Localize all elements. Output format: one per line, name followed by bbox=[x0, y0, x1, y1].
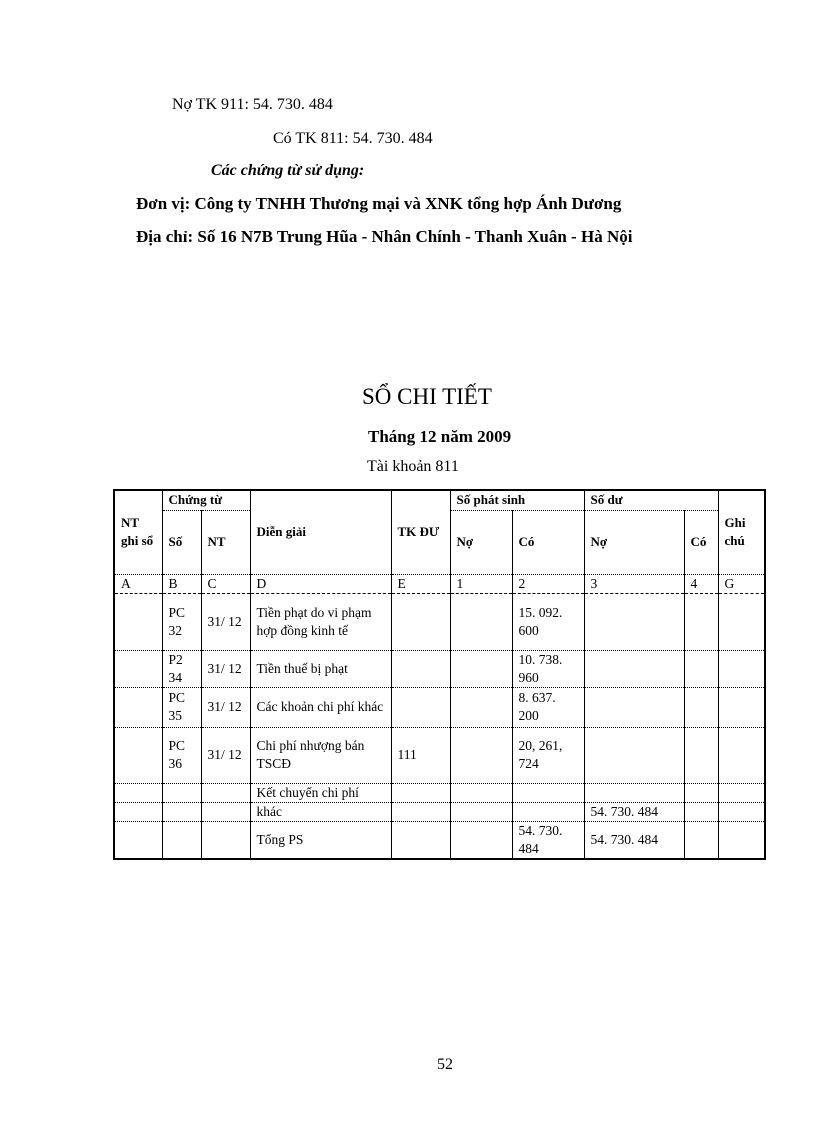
documents-used-heading: Các chứng từ sử dụng: bbox=[211, 162, 365, 179]
cell-nt bbox=[114, 687, 162, 727]
cell-ps-no bbox=[450, 727, 512, 783]
header-du-co: Có bbox=[684, 510, 718, 574]
cell-du-no bbox=[584, 650, 684, 687]
cell-ghi-chu bbox=[718, 821, 765, 859]
cell-tk bbox=[391, 783, 450, 802]
cell-ps-no bbox=[450, 650, 512, 687]
letter-cell: 2 bbox=[512, 574, 584, 593]
cell-nt bbox=[114, 727, 162, 783]
table-row bbox=[114, 593, 765, 650]
table-row-total bbox=[114, 821, 765, 859]
cell-dien-giai: Tiền thuế bị phạt bbox=[250, 650, 391, 687]
cell-du-co bbox=[684, 593, 718, 650]
ledger-table bbox=[113, 489, 766, 860]
cell-du-co bbox=[684, 650, 718, 687]
cell-ps-no bbox=[450, 783, 512, 802]
cell-ps-no bbox=[450, 802, 512, 821]
cell-ps-co: 10. 738. 960 bbox=[512, 650, 584, 687]
cell-so: PC 32 bbox=[162, 593, 201, 650]
cell-so: PC 36 bbox=[162, 727, 201, 783]
cell-ghi-chu bbox=[718, 783, 765, 802]
header-so-du: Số dư bbox=[584, 490, 718, 510]
header-ps-no: Nợ bbox=[450, 510, 512, 574]
letter-cell: 4 bbox=[684, 574, 718, 593]
page-number: 52 bbox=[437, 1056, 453, 1073]
letter-cell: E bbox=[391, 574, 450, 593]
table-row bbox=[114, 727, 765, 783]
cell-ghi-chu bbox=[718, 593, 765, 650]
header-tk-du: TK ĐƯ bbox=[391, 490, 450, 574]
cell-dien-giai: Các khoản chi phí khác bbox=[250, 687, 391, 727]
cell-ghi-chu bbox=[718, 727, 765, 783]
header-du-no: Nợ bbox=[584, 510, 684, 574]
cell-nt bbox=[114, 783, 162, 802]
cell-du-co bbox=[684, 727, 718, 783]
cell-dien-giai: khác bbox=[250, 802, 391, 821]
cell-so bbox=[162, 802, 201, 821]
cell-nt-date: 31/ 12 bbox=[201, 593, 250, 650]
header-so-phat-sinh: Số phát sinh bbox=[450, 490, 584, 510]
cell-nt bbox=[114, 593, 162, 650]
letter-cell: D bbox=[250, 574, 391, 593]
ledger-title: SỔ CHI TIẾT bbox=[362, 384, 492, 409]
cell-du-no bbox=[584, 783, 684, 802]
cell-nt-date: 31/ 12 bbox=[201, 687, 250, 727]
cell-nt-date bbox=[201, 783, 250, 802]
cell-du-no: 54. 730. 484 bbox=[584, 821, 684, 859]
cell-ps-co: 54. 730. 484 bbox=[512, 821, 584, 859]
cell-tk bbox=[391, 821, 450, 859]
cell-dien-giai: Tổng PS bbox=[250, 821, 391, 859]
cell-du-no bbox=[584, 727, 684, 783]
cell-nt bbox=[114, 802, 162, 821]
cell-so bbox=[162, 821, 201, 859]
cell-so: P2 34 bbox=[162, 650, 201, 687]
cell-so bbox=[162, 783, 201, 802]
header-ghi-chu: Ghi chú bbox=[718, 490, 765, 574]
letter-cell: B bbox=[162, 574, 201, 593]
cell-du-co bbox=[684, 687, 718, 727]
cell-tk bbox=[391, 802, 450, 821]
cell-du-co bbox=[684, 802, 718, 821]
unit-line: Đơn vị: Công ty TNHH Thương mại và XNK tổng hợp Ánh Dương bbox=[136, 194, 622, 213]
cell-ghi-chu bbox=[718, 650, 765, 687]
table-row bbox=[114, 783, 765, 802]
letter-cell: 1 bbox=[450, 574, 512, 593]
cell-tk bbox=[391, 687, 450, 727]
letter-cell: G bbox=[718, 574, 765, 593]
cell-dien-giai: Tiền phạt do vi phạm hợp đồng kinh tế bbox=[250, 593, 391, 650]
cell-tk: 111 bbox=[391, 727, 450, 783]
letter-cell: A bbox=[114, 574, 162, 593]
cell-tk bbox=[391, 593, 450, 650]
ledger-month: Tháng 12 năm 2009 bbox=[368, 427, 512, 446]
cell-du-co bbox=[684, 821, 718, 859]
header-nt-ghi-so: NT ghi sổ bbox=[114, 490, 162, 574]
cell-ps-co: 8. 637. 200 bbox=[512, 687, 584, 727]
cell-du-no: 54. 730. 484 bbox=[584, 802, 684, 821]
table-row bbox=[114, 650, 765, 687]
cell-nt-date bbox=[201, 821, 250, 859]
cell-du-co bbox=[684, 783, 718, 802]
header-ps-co: Có bbox=[512, 510, 584, 574]
header-chung-tu: Chứng từ bbox=[162, 490, 250, 510]
cell-nt-date: 31/ 12 bbox=[201, 727, 250, 783]
cell-ps-co bbox=[512, 783, 584, 802]
cell-ps-no bbox=[450, 687, 512, 727]
header-so: Số bbox=[162, 510, 201, 574]
cell-tk bbox=[391, 650, 450, 687]
cell-ps-co: 20, 261, 724 bbox=[512, 727, 584, 783]
table-row bbox=[114, 687, 765, 727]
cell-nt-date: 31/ 12 bbox=[201, 650, 250, 687]
cell-du-no bbox=[584, 593, 684, 650]
cell-nt bbox=[114, 650, 162, 687]
cell-dien-giai: Kết chuyển chi phí bbox=[250, 783, 391, 802]
cell-ghi-chu bbox=[718, 802, 765, 821]
header-nt: NT bbox=[201, 510, 250, 574]
cell-ps-no bbox=[450, 593, 512, 650]
debit-entry-line: Nợ TK 911: 54. 730. 484 bbox=[172, 96, 333, 113]
letter-cell: 3 bbox=[584, 574, 684, 593]
cell-ps-co bbox=[512, 802, 584, 821]
address-line: Địa chỉ: Số 16 N7B Trung Hũa - Nhân Chính - Thanh Xuân - Hà Nội bbox=[136, 227, 633, 246]
cell-so: PC 35 bbox=[162, 687, 201, 727]
cell-dien-giai: Chi phí nhượng bán TSCĐ bbox=[250, 727, 391, 783]
header-dien-giai: Diễn giải bbox=[250, 490, 391, 574]
cell-ghi-chu bbox=[718, 687, 765, 727]
credit-entry-line: Có TK 811: 54. 730. 484 bbox=[273, 130, 433, 147]
table-row bbox=[114, 802, 765, 821]
letter-cell: C bbox=[201, 574, 250, 593]
cell-ps-co: 15. 092. 600 bbox=[512, 593, 584, 650]
ledger-account: Tài khoản 811 bbox=[367, 458, 459, 475]
cell-du-no bbox=[584, 687, 684, 727]
cell-nt bbox=[114, 821, 162, 859]
cell-nt-date bbox=[201, 802, 250, 821]
cell-ps-no bbox=[450, 821, 512, 859]
